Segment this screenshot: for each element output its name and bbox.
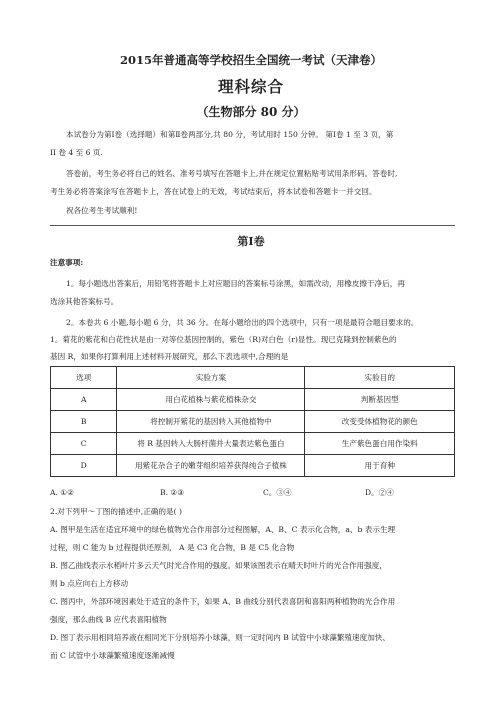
table-cell: B [51, 411, 117, 433]
table-cell: 将 R 基因转入大肠杆菌并大量表达紫色蛋白 [117, 433, 305, 455]
intro-line-1: 本试卷分为第Ⅰ卷（选择题）和第Ⅱ卷两部分,共 80 分，考试用时 150 分钟。 第Ⅰ卷 1 至 3 页，第 [66, 130, 394, 139]
q2-option-b-line-2: 则 b 点应向右上方移动 [50, 579, 129, 588]
intro-line-3: 答卷前，考生务必将自己的姓名、准考号填写在答题卡上,并在规定位置粘贴考试用条形码。答卷时, [66, 169, 398, 178]
good-luck: 祝各位考生考试顺利! [66, 206, 138, 215]
q2-option-b-line-1: B. 图乙曲线表示水稻叶片多云天气时光合作用的强度。如果该图表示在晴天时叶片的光合作用强度， [50, 561, 387, 570]
options-table [50, 366, 455, 477]
table-row [51, 389, 455, 411]
q2-option-d-line-2: 而 C 试管中小球藻繁殖速度逐渐减慢 [50, 651, 175, 660]
q2-option-a-line-2: 过程，则 C 能为 b 过程提供还原剂， A 是 C3 化合物，B 是 C5 化合物 [50, 543, 295, 552]
q1-choice-a: A. ①② [50, 488, 74, 497]
notice-1-line-1: 1。每小题选出答案后，用铅笔将答题卡上对应题目的答案标号涂黑，如需改动，用橡皮擦干净后，再 [66, 279, 405, 288]
table-cell: 改变受体植物花的颜色 [305, 411, 455, 433]
notice-1-line-2: 选涂其他答案标号。 [50, 297, 119, 306]
q2-option-c-line-1: C. 图丙中，外部环境因素处于适宜的条件下，如果 A、B 曲线分别代表喜阴和喜阳两种植物的光合作用 [50, 597, 396, 606]
table-row [51, 433, 455, 455]
table-cell: 判断基因型 [305, 389, 455, 411]
table-cell: 将控制开紫花的基因转入其他植物中 [117, 411, 305, 433]
exam-title: 2015年普通高等学校招生全国统一考试（天津卷） [119, 53, 382, 67]
table-cell: 用于育种 [305, 455, 455, 477]
q2-stem: 2.对下列甲～丁图的描述中,正确的是( ) [50, 507, 182, 516]
notice-2: 2。本卷共 6 小题,每小题 6 分，共 36 分。在每小题给出的四个选项中，只有一项是最符合题目要求的。 [66, 318, 419, 327]
notice-label: 注意事项: [50, 258, 84, 267]
divider [50, 225, 455, 226]
table-header-cell: 实验目的 [305, 367, 455, 389]
table-row [51, 411, 455, 433]
q1-stem-line-1: 1。菊花的紫花和白花性状是由一对等位基因控制的，紫色（R)对白色（r)显性。现已克隆到控制紫色的 [50, 335, 397, 344]
table-cell: 用白花植株与紫花植株杂交 [117, 389, 305, 411]
table-row [51, 455, 455, 477]
q1-choice-b: B. ②③ [160, 488, 185, 497]
table-cell: C [51, 433, 117, 455]
section-title: （生物部分 80 分） [196, 105, 306, 119]
part-title: 第Ⅰ卷 [237, 235, 265, 248]
q1-choice-d: D。②④ [365, 488, 394, 497]
q2-option-d-line-1: D. 图丁表示用相同培养液在相同光下分别培养小球藻，则一定时间内 B 试管中小球藻繁殖速度加快、 [50, 633, 390, 642]
q1-stem-line-2: 基因 R，如果你打算利用上述材料开展研究，那么下表选项中,合理的是 [50, 352, 289, 361]
table-cell: 用紫花杂合子的嫩芽组织培养获得纯合子植株 [117, 455, 305, 477]
intro-line-2: II 卷 4 至 6 页. [50, 148, 103, 157]
intro-line-4: 考生务必将答案涂写在答题卡上，答在试卷上的无效，考试结束后，将本试卷和答题卡一并交回。 [50, 187, 377, 196]
table-header-row [51, 367, 455, 389]
subject-title: 理科综合 [217, 77, 284, 96]
table-header-cell: 选项 [51, 367, 117, 389]
table-header-cell: 实验方案 [117, 367, 305, 389]
table-cell: 生产紫色蛋白用作染料 [305, 433, 455, 455]
q2-option-a-line-1: A. 图甲是生活在适宜环境中的绿色植物光合作用部分过程图解，A、B、C 表示化合物，a、b 表示生理 [50, 525, 396, 534]
q1-choice-c: C。③④ [263, 488, 292, 497]
table-cell: D [51, 455, 117, 477]
table-cell: A [51, 389, 117, 411]
q2-option-c-line-2: 强度，那么曲线 B 应代表喜阳植物 [50, 615, 167, 624]
